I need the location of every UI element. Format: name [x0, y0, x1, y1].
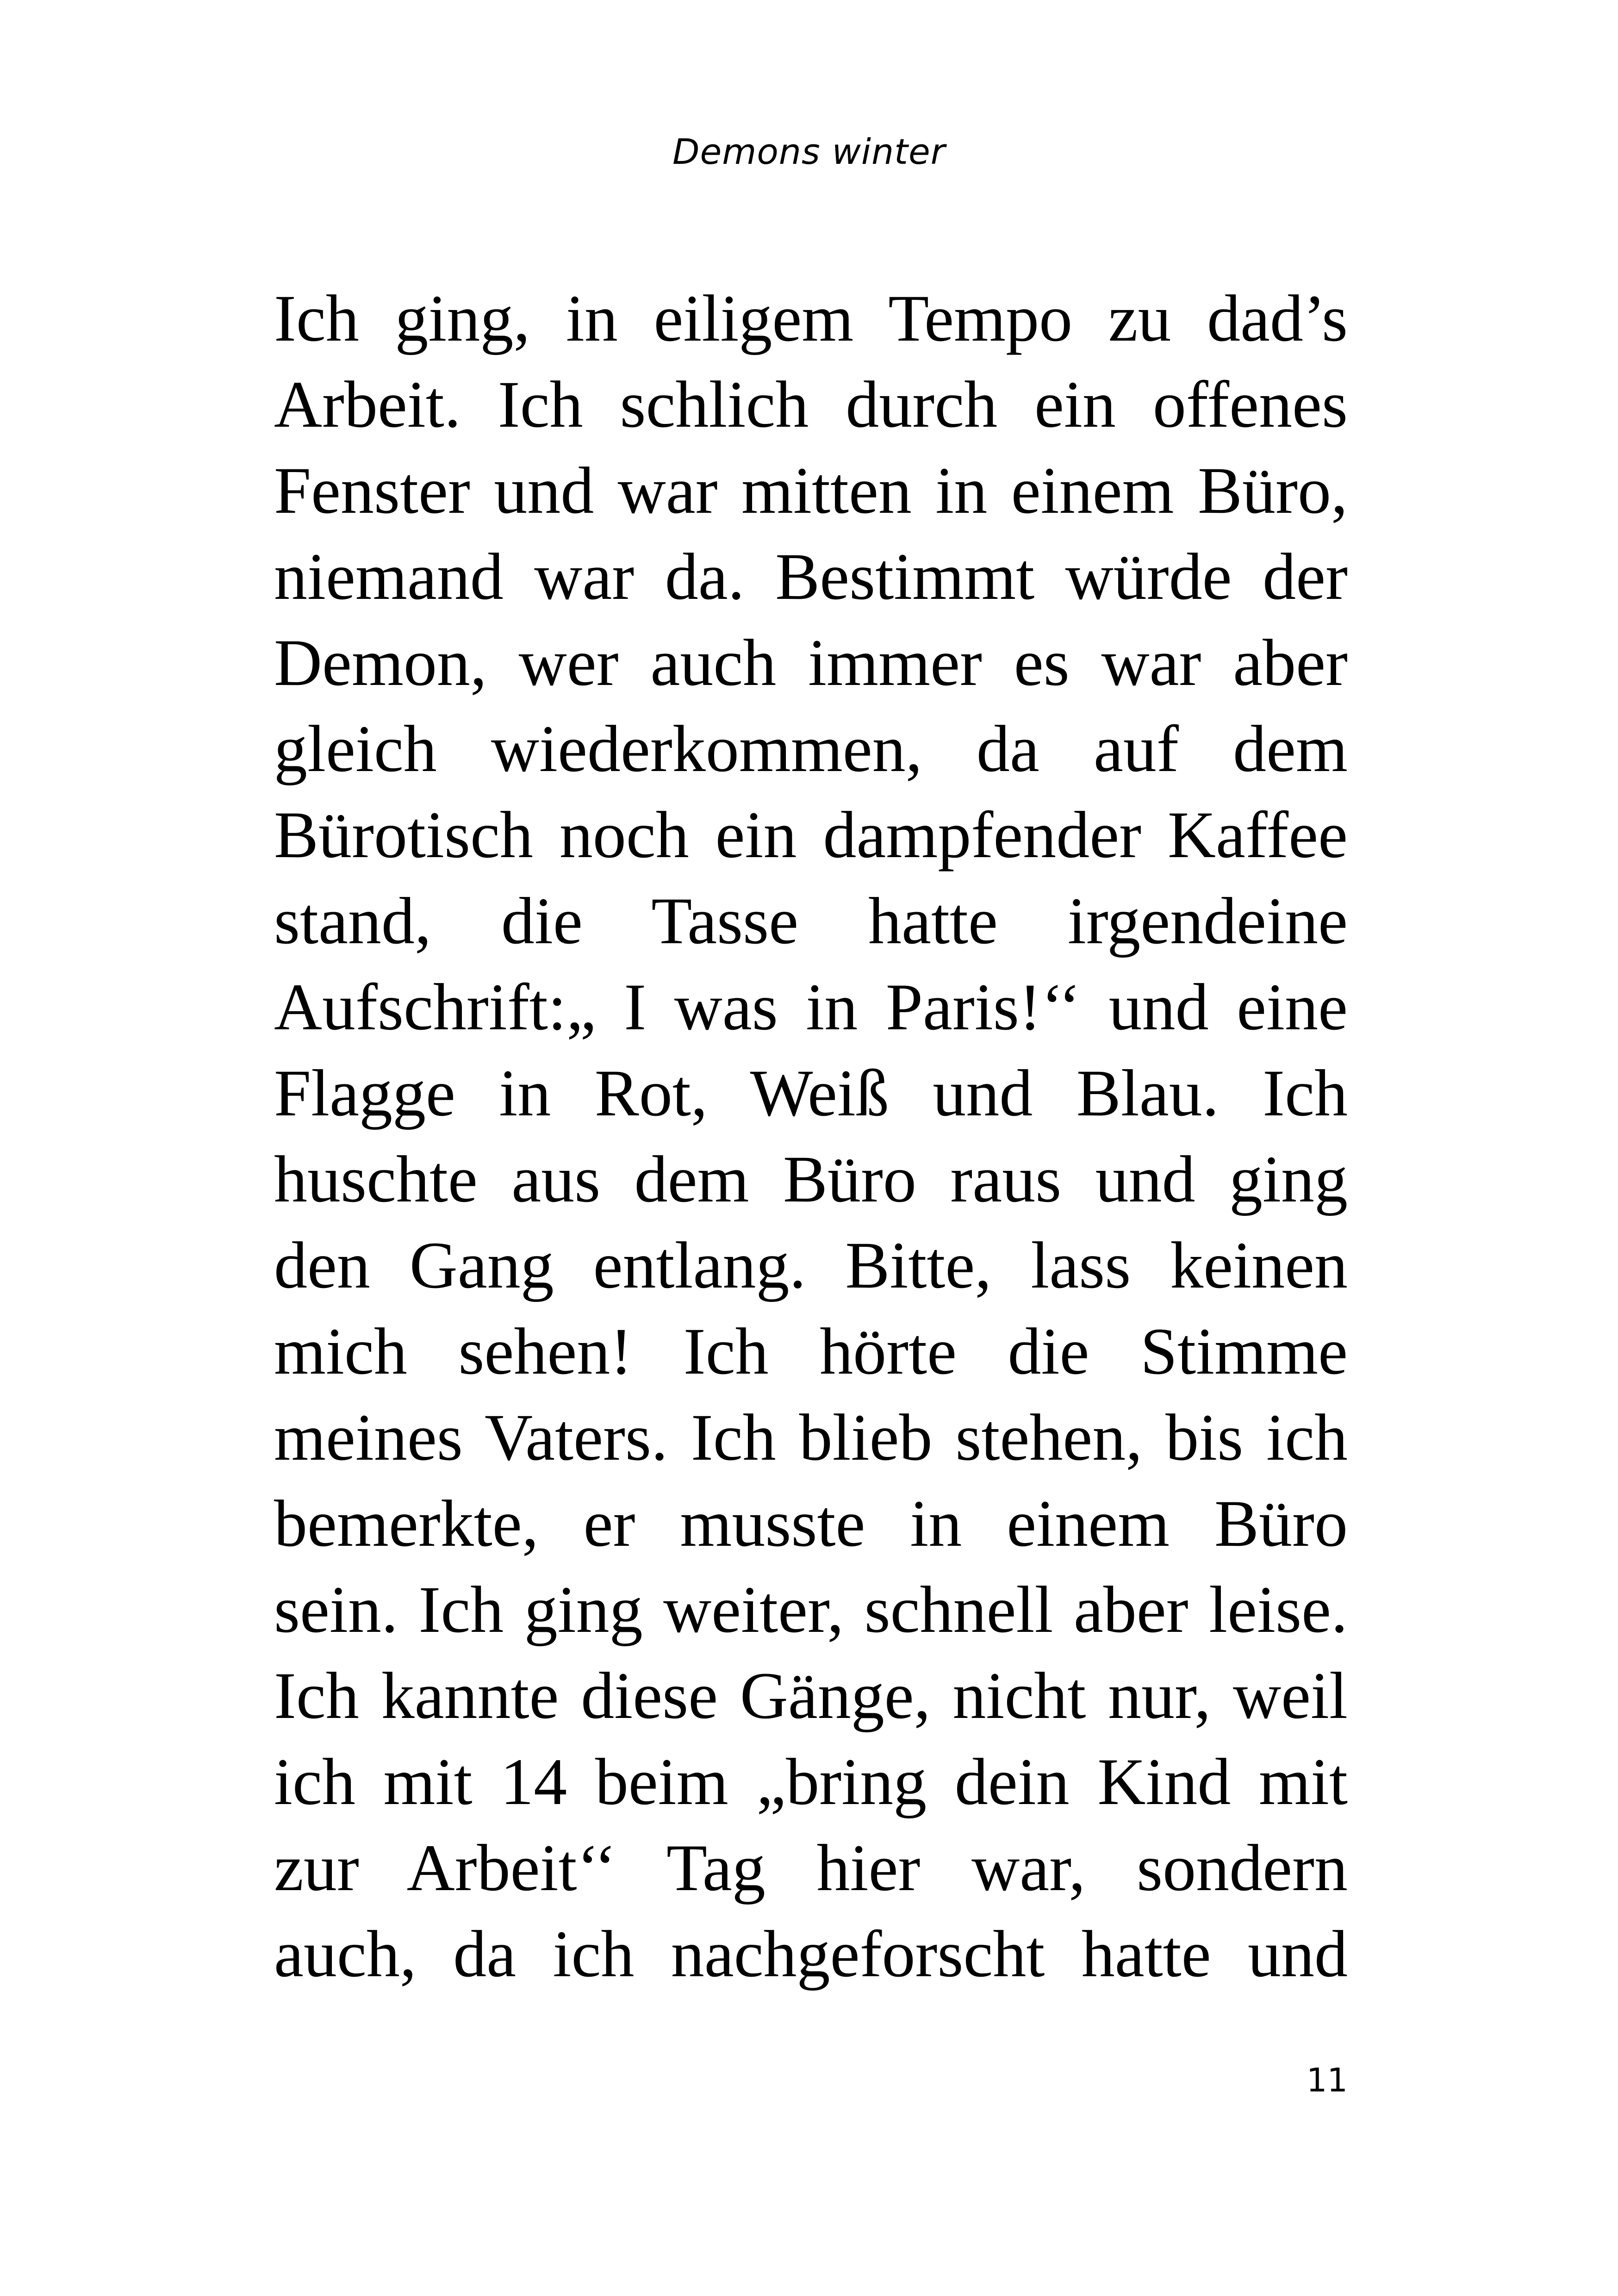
text-line: Ich ging, in eiligem Tempo zu dad’s — [274, 282, 1348, 355]
text-line: Bürotisch noch ein dampfender Kaffee — [274, 798, 1348, 872]
page-number: 11 — [1306, 2061, 1348, 2099]
text-line: zur Arbeit‘‘ Tag hier war, sondern — [274, 1831, 1348, 1905]
text-line: mich sehen! Ich hörte die Stimme — [274, 1315, 1348, 1388]
text-line: meines Vaters. Ich blieb stehen, bis ich — [274, 1401, 1348, 1475]
text-line: gleich wiederkommen, da auf dem — [274, 712, 1348, 786]
text-line: Flagge in Rot, Weiß und Blau. Ich — [274, 1057, 1348, 1130]
text-line: Fenster und war mitten in einem Büro, — [274, 454, 1348, 528]
text-line: Arbeit. Ich schlich durch ein offenes — [274, 368, 1348, 442]
text-line: auch, da ich nachgeforscht hatte und — [274, 1917, 1348, 1991]
text-line: sein. Ich ging weiter, schnell aber leise. — [274, 1573, 1348, 1647]
text-line: Aufschrift:„ I was in Paris!‘‘ und eine — [274, 971, 1348, 1044]
text-line: den Gang entlang. Bitte, lass keinen — [274, 1229, 1348, 1302]
text-line: niemand war da. Bestimmt würde der — [274, 540, 1348, 614]
text-line: huschte aus dem Büro raus und ging — [274, 1143, 1348, 1216]
running-title: Demons winter — [672, 131, 946, 172]
text-line: Ich kannte diese Gänge, nicht nur, weil — [274, 1659, 1348, 1733]
text-line: Demon, wer auch immer es war aber — [274, 626, 1348, 700]
body-text — [274, 276, 1348, 1997]
text-line: stand, die Tasse hatte irgendeine — [274, 884, 1348, 958]
text-line: ich mit 14 beim „bring dein Kind mit — [274, 1745, 1348, 1819]
text-line: bemerkte, er musste in einem Büro — [274, 1487, 1348, 1561]
